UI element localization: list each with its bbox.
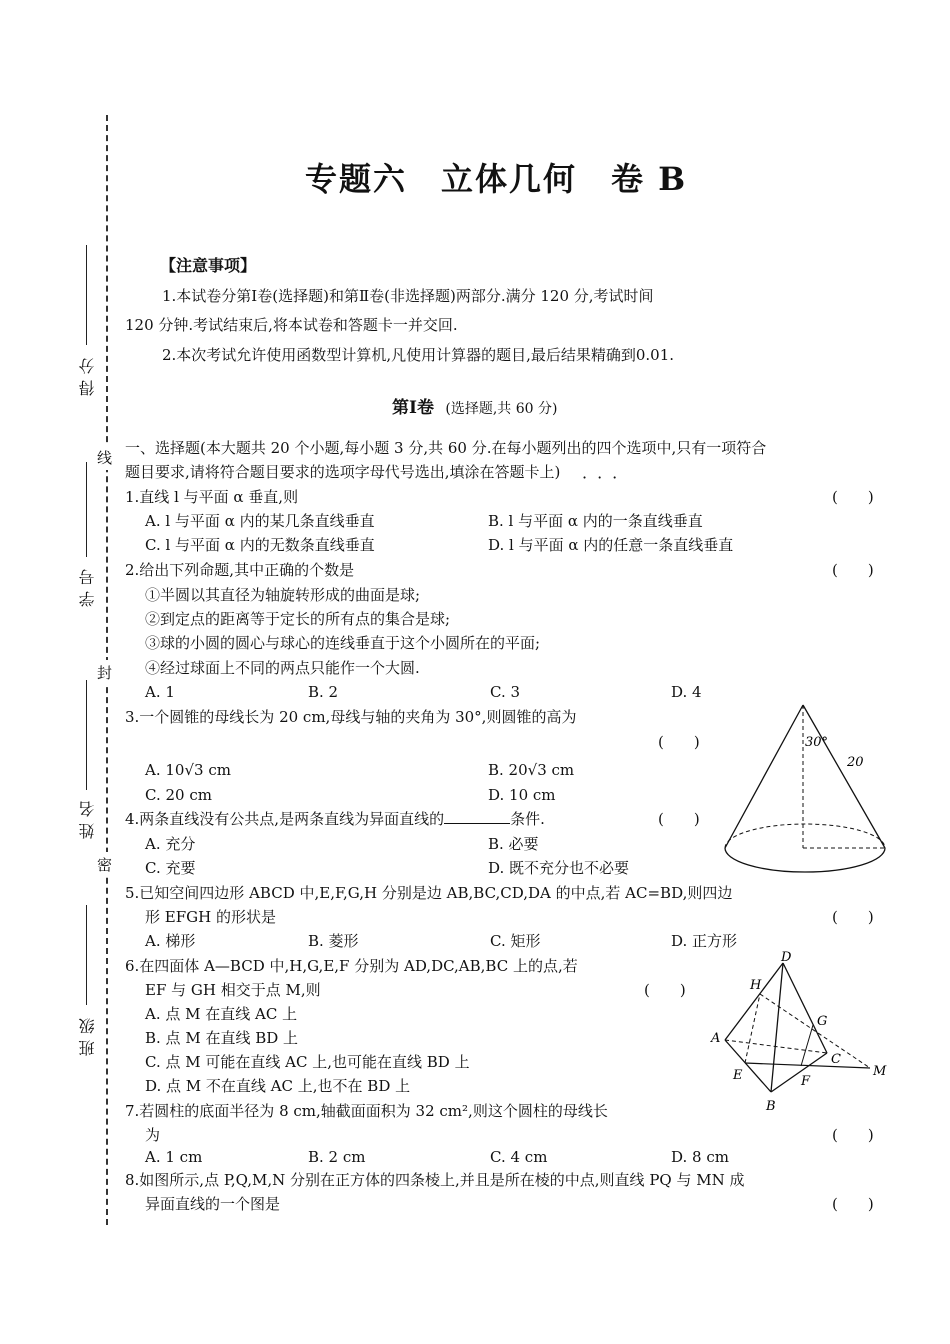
q2-stem: 2.给出下列命题,其中正确的个数是 xyxy=(125,561,355,579)
label-F: F xyxy=(801,1074,811,1089)
q4-answer-paren[interactable]: ( ) xyxy=(658,810,700,828)
q5-option-d[interactable]: D. 正方形 xyxy=(671,932,738,950)
label-G: G xyxy=(817,1014,828,1029)
part1-title: 第Ⅰ卷 xyxy=(392,398,434,418)
edge-DA xyxy=(725,963,783,1040)
q7-option-c[interactable]: C. 4 cm xyxy=(490,1148,548,1166)
q4-option-d[interactable]: D. 既不充分也不必要 xyxy=(488,859,630,877)
notice-item1-line2: 120 分钟.考试结束后,将本试卷和答题卡一并交回. xyxy=(125,316,458,334)
part1-subtitle: (选择题,共 60 分) xyxy=(445,401,558,417)
q3-option-b[interactable]: B. 20√3 cm xyxy=(488,761,575,779)
name-label: 姓名 xyxy=(78,795,97,839)
seal-xian: 线 xyxy=(97,445,112,470)
q3-option-a[interactable]: A. 10√3 cm xyxy=(145,761,231,779)
edge-DB xyxy=(771,963,783,1092)
q5-line2: 形 EFGH 的形状是 xyxy=(145,908,276,926)
q2-statement-2: ②到定点的距离等于定长的所有点的集合是球; xyxy=(145,610,451,628)
class-label: 班级 xyxy=(78,1012,97,1056)
q1-option-a[interactable]: A. l 与平面 α 内的某几条直线垂直 xyxy=(145,512,375,530)
q4-stem xyxy=(125,809,545,829)
part1-heading xyxy=(392,393,557,418)
notice-item2: 2.本次考试允许使用函数型计算机,凡使用计算器的题目,最后结果精确到0.01. xyxy=(162,346,675,364)
q8-line1: 8.如图所示,点 P,Q,M,N 分别在正方体的四条棱上,并且是所在棱的中点,则直线 PQ 与 MN 成 xyxy=(125,1171,745,1189)
q5-option-c[interactable]: C. 矩形 xyxy=(490,932,541,950)
name-field-line[interactable] xyxy=(86,680,87,790)
cone-left-edge xyxy=(725,705,803,848)
label-C: C xyxy=(831,1052,841,1067)
edge-BC xyxy=(771,1053,827,1092)
q1-stem: 1.直线 l 与平面 α 垂直,则 xyxy=(125,488,299,506)
q7-option-b[interactable]: B. 2 cm xyxy=(308,1148,366,1166)
q4-option-c[interactable]: C. 充要 xyxy=(145,859,196,877)
q8-answer-paren[interactable]: ( ) xyxy=(832,1195,874,1213)
q6-option-d[interactable]: D. 点 M 不在直线 AC 上,也不在 BD 上 xyxy=(145,1077,411,1095)
line-FG xyxy=(801,1025,813,1066)
q4-option-b[interactable]: B. 必要 xyxy=(488,835,539,853)
score-label: 得分 xyxy=(78,352,97,396)
q7-answer-paren[interactable]: ( ) xyxy=(832,1126,874,1144)
section1-line2: 题目要求,请将符合题目要求的选项字母代号选出,填涂在答题卡上) xyxy=(125,463,561,481)
label-E: E xyxy=(733,1068,743,1083)
q7-line1: 7.若圆柱的底面半径为 8 cm,轴截面面积为 32 cm²,则这个圆柱的母线长 xyxy=(125,1102,608,1120)
q1-answer-paren[interactable]: ( ) xyxy=(832,488,874,506)
label-D: D xyxy=(781,950,792,965)
cone-base-front xyxy=(725,848,885,872)
emphasis-dots: ··· xyxy=(582,468,628,487)
q2-option-d[interactable]: D. 4 xyxy=(671,683,702,701)
notice-item1-line1: 1.本试卷分第Ⅰ卷(选择题)和第Ⅱ卷(非选择题)两部分.满分 120 分,考试时间 xyxy=(162,287,654,305)
q7-option-a[interactable]: A. 1 cm xyxy=(145,1148,203,1166)
label-M: M xyxy=(873,1064,887,1079)
edge-DC xyxy=(783,963,827,1053)
q3-option-c[interactable]: C. 20 cm xyxy=(145,786,212,804)
q1-option-d[interactable]: D. l 与平面 α 内的任意一条直线垂直 xyxy=(488,536,734,554)
notice-heading: 【注意事项】 xyxy=(160,256,257,275)
page-title: 专题六 立体几何 卷 B xyxy=(305,160,688,198)
q3-answer-paren[interactable]: ( ) xyxy=(658,733,700,751)
q2-option-b[interactable]: B. 2 xyxy=(308,683,339,701)
q2-answer-paren[interactable]: ( ) xyxy=(832,561,874,579)
q4-option-a[interactable]: A. 充分 xyxy=(145,835,196,853)
q2-option-a[interactable]: A. 1 xyxy=(145,683,175,701)
cone-angle-label: 30° xyxy=(805,735,829,750)
q6-option-c[interactable]: C. 点 M 可能在直线 AC 上,也可能在直线 BD 上 xyxy=(145,1053,470,1071)
seal-feng: 封 xyxy=(97,660,112,685)
q5-answer-paren[interactable]: ( ) xyxy=(832,908,874,926)
q2-option-c[interactable]: C. 3 xyxy=(490,683,521,701)
cone-base-back xyxy=(725,824,885,848)
q4-stem-post: 条件. xyxy=(510,810,545,828)
label-B: B xyxy=(766,1099,776,1114)
score-field-line[interactable] xyxy=(86,245,87,345)
q6-answer-paren[interactable]: ( ) xyxy=(644,981,686,999)
q7-option-d[interactable]: D. 8 cm xyxy=(671,1148,729,1166)
q3-option-d[interactable]: D. 10 cm xyxy=(488,786,556,804)
q6-line2: EF 与 GH 相交于点 M,则 xyxy=(145,981,321,999)
q7-line2: 为 xyxy=(145,1126,161,1144)
q2-statement-4: ④经过球面上不同的两点只能作一个大圆. xyxy=(145,659,420,677)
student-id-field-line[interactable] xyxy=(86,462,87,557)
cone-figure xyxy=(715,700,895,880)
seal-mi: 密 xyxy=(97,852,112,877)
q8-line2: 异面直线的一个图是 xyxy=(145,1195,281,1213)
q6-option-b[interactable]: B. 点 M 在直线 BD 上 xyxy=(145,1029,299,1047)
q5-option-a[interactable]: A. 梯形 xyxy=(145,932,196,950)
q6-line1: 6.在四面体 A—BCD 中,H,G,E,F 分别为 AD,DC,AB,BC 上的点,若 xyxy=(125,957,578,975)
cone-length-label: 20 xyxy=(847,755,864,770)
q4-stem-pre: 4.两条直线没有公共点,是两条直线为异面直线的 xyxy=(125,810,445,828)
q5-option-b[interactable]: B. 菱形 xyxy=(308,932,359,950)
tetrahedron-figure xyxy=(705,945,895,1120)
q4-blank[interactable] xyxy=(444,809,510,824)
q6-option-a[interactable]: A. 点 M 在直线 AC 上 xyxy=(145,1005,298,1023)
class-field-line[interactable] xyxy=(86,905,87,1005)
q2-statement-1: ①半圆以其直径为轴旋转形成的曲面是球; xyxy=(145,586,421,604)
student-id-label: 学号 xyxy=(78,563,97,607)
q1-option-c[interactable]: C. l 与平面 α 内的无数条直线垂直 xyxy=(145,536,375,554)
q1-option-b[interactable]: B. l 与平面 α 内的一条直线垂直 xyxy=(488,512,703,530)
q3-stem: 3.一个圆锥的母线长为 20 cm,母线与轴的夹角为 30°,则圆锥的高为 xyxy=(125,708,577,726)
q5-line1: 5.已知空间四边形 ABCD 中,E,F,G,H 分别是边 AB,BC,CD,DA 的中点,若 AC=BD,则四边 xyxy=(125,884,733,902)
label-A: A xyxy=(711,1031,721,1046)
section1-line1: 一、选择题(本大题共 20 个小题,每小题 3 分,共 60 分.在每小题列出的四个选项中,只有一项符合 xyxy=(125,439,767,457)
label-H: H xyxy=(750,978,762,993)
q2-statement-3: ③球的小圆的圆心与球心的连线垂直于这个小圆所在的平面; xyxy=(145,634,541,652)
